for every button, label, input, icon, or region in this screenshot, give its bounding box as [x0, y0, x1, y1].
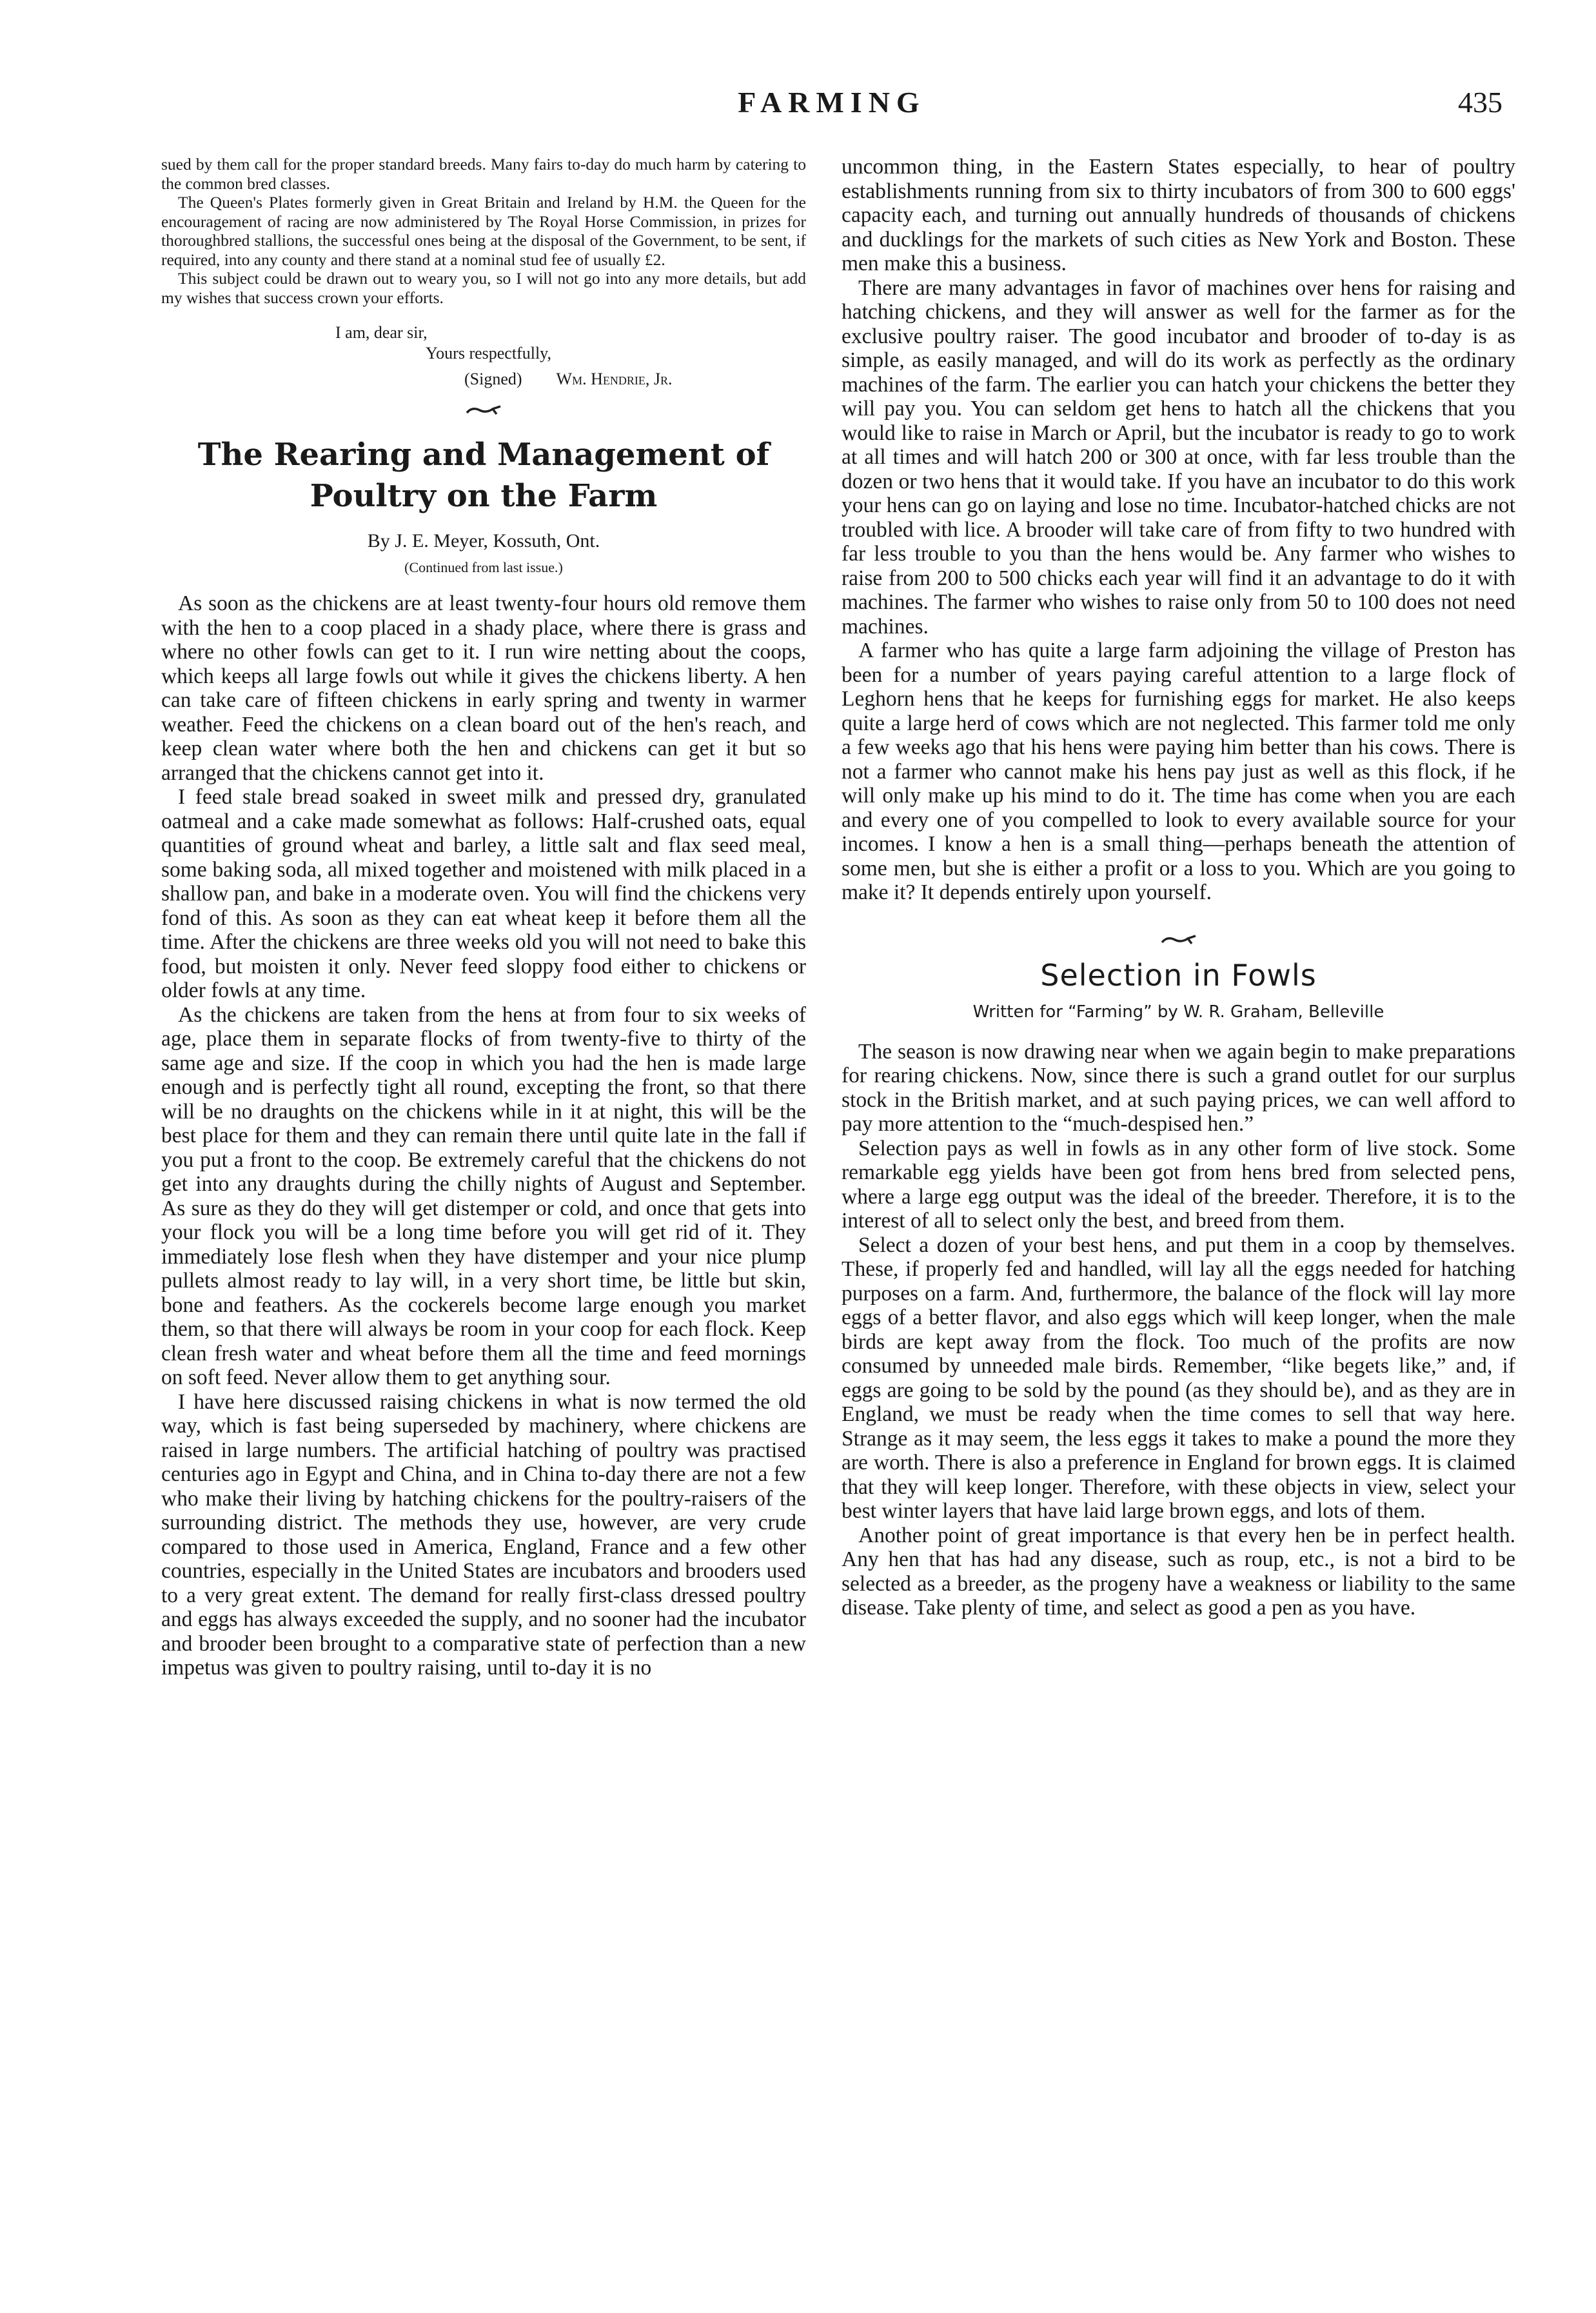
letter-closing: [161, 323, 806, 390]
article-paragraph: As soon as the chickens are at least twenty-four hours old remove them with the hen to a coop placed in a shady place, where there is grass and where no other fowls can get to it. I run wire netting about the coops, which keeps all large fowls out while it gives the chickens liberty. A hen can take care of fifteen chickens in early spring and twenty in warmer weather. Feed the chickens on a clean board out of the hen's reach, and keep clean water where both the hen and chickens can get it but so arranged that the chickens cannot get into it.: [161, 591, 806, 785]
article-paragraph: Select a dozen of your best hens, and put them in a coop by themselves. These, if properly fed and handled, will lay all the eggs needed for hatching purposes on a farm. And, furthermore, the balance of the flock will lay more eggs of a better flavor, and also eggs which will keep longer, when the male birds are kept away from the flock. Too much of the profits are now consumed by unneeded male birds. Remember, “like begets like,” and, if eggs are going to be sold by the pound (as they should be), and as they are in England, we must be ready when the time comes to sell that way here. Strange as it may seem, the less eggs it takes to make a pound the more they are worth. There is also a preference in England for brown eggs. It is claimed that they will keep longer. Therefore, with these objects in view, select your best winter layers that have laid large brown eggs, and lots of them.: [842, 1233, 1515, 1523]
article-title: The Rearing and Management of Poultry on the Farm: [197, 437, 770, 514]
article-byline: Written for “Farming” by W. R. Graham, Belleville: [972, 1002, 1384, 1022]
page-number: 435: [1458, 86, 1502, 119]
article-paragraph: Selection pays as well in fowls as in any other form of live stock. Some remarkable egg yields have been got from hens bred from selected pens, where a large egg output was the ideal of the breeder. Therefore, it is to the interest of all to select only the best, and breed from them.: [842, 1136, 1515, 1233]
running-title: FARMING: [738, 86, 926, 119]
ornament-icon: [464, 404, 503, 418]
closing-salutation: I am, dear sir,: [335, 323, 428, 342]
letter-paragraph: sued by them call for the proper standard breeds. Many fairs to-day do much harm by catering to the common bred classes.: [161, 155, 806, 193]
signed-label: (Signed): [464, 370, 522, 388]
closing-phrase: Yours respectfully,: [426, 344, 551, 362]
article-paragraph: As the chickens are taken from the hens at from four to six weeks of age, place them in separate flocks of from twenty-five to thirty of the same age and size. If the coop in which you had the hen is made large enough and is perfectly tight all round, excepting the front, so that there will be no draughts on the chickens while in it at night, this will be the best place for them and they can remain there until quite late in the fall if you put a front to the coop. Be extremely careful that the chickens do not get into any draughts during the chilly nights of August and September. As sure as they do they will get distemper or cold, and once that gets into your flock you will be a long time before you will get rid of it. They immediately lose flesh when they have distemper and your nice plump pullets almost ready to lay will, in a very short time, be little but skin, bone and feathers. As the cockerels become large enough you market them, so that there will always be room in your coop for each flock. Keep clean fresh water and wheat before them all the time and feed mornings on soft feed. Never allow them to get anything sour.: [161, 1002, 806, 1389]
continued-note: (Continued from last issue.): [404, 559, 563, 575]
letter-paragraph: The Queen's Plates formerly given in Great Britain and Ireland by H.M. the Queen for the encouragement of racing are now administered by The Royal Horse Commission, in prizes for thoroughbred stallions, the successful ones being at the disposal of the Government, to be sent, if required, into any county and there stand at a nominal stud fee of usually £2.: [161, 193, 806, 269]
ornament-divider: [161, 404, 806, 421]
ornament-icon: [1159, 933, 1198, 948]
article-title: Selection in Fowls: [1040, 957, 1317, 993]
article-byline: By J. E. Meyer, Kossuth, Ont.: [367, 530, 600, 551]
letter-paragraph: This subject could be drawn out to weary you, so I will not go into any more details, but add my wishes that success crown your efforts.: [161, 269, 806, 307]
article-paragraph: There are many advantages in favor of machines over hens for raising and hatching chickens, and they will answer as well for the farmer as for the exclusive poultry raiser. The good incubator and brooder of to-day is as simple, as easily managed, and will do its work as perfectly as the ordinary machines of the farm. The earlier you can hatch your chickens the better they will pay you. You can seldom get hens to hatch all the chickens that you would like to raise in March or April, but the incubator is ready to go to work at all times and will hatch 200 or 300 at once, with far less trouble than the dozen or two hens that it would take. If you have an incubator to do this work your hens can go on laying and lose no time. Incubator-hatched chicks are not troubled with lice. A brooder will take care of from fifty to two hundred with far less trouble to you than the hens would be. Any farmer who wishes to raise from 200 to 500 chicks each year will find it an advantage to do it with machines. The farmer who wishes to raise only from 50 to 100 does not need machines.: [842, 275, 1515, 639]
running-head: [161, 85, 1502, 124]
article-paragraph: I feed stale bread soaked in sweet milk and pressed dry, granulated oatmeal and a cake made somewhat as follows: Half-crushed oats, equal quantities of ground wheat and barley, a little salt and flax seed meal, some baking soda, all mixed together and moistened with milk placed in a shallow pan, and bake in a moderate oven. You will find the chickens very fond of this. As soon as they can eat wheat keep it before them all the time. After the chickens are three weeks old you will not need to bake this food, but moisten it only. Never feed sloppy food either to chickens or older fowls at any time.: [161, 785, 806, 1002]
right-column: [842, 155, 1515, 1620]
left-column: [161, 155, 806, 1680]
article-paragraph: I have here discussed raising chickens in what is now termed the old way, which is fast being superseded by machinery, where chickens are raised in large numbers. The artificial hatching of poultry was practised centuries ago in Egypt and China, and in China to-day there are not a few who make their living by hatching chickens for the poultry-raisers of the surrounding district. The methods they use, however, are very crude compared to those used in America, England, France and a few other countries, especially in the United States are incubators and brooders used to a very great extent. The demand for really first-class dressed poultry and eggs has always exceeded the supply, and no sooner had the incubator and brooder been brought to a comparative state of perfection than a new impetus was given to poultry raising, until to-day it is no: [161, 1389, 806, 1680]
article-paragraph: uncommon thing, in the Eastern States especially, to hear of poultry establishments running from six to thirty incubators of from 300 to 600 eggs' capacity each, and turning out annually hundreds of thousands of chickens and ducklings for the markets of such cities as New York and Boston. These men make this a business.: [842, 155, 1515, 275]
article-paragraph: The season is now drawing near when we again begin to make preparations for rearing chickens. Now, since there is such a grand outlet for our surplus stock in the British market, and at such paying prices, we can well afford to pay more attention to the “much-despised hen.”: [842, 1039, 1515, 1136]
signature-name: Wm. Hendrie, Jr.: [556, 370, 673, 388]
signature-line: [161, 369, 806, 390]
article-paragraph: Another point of great importance is that every hen be in perfect health. Any hen that has had any disease, such as roup, etc., is not a bird to be selected as a breeder, as the progeny have a weakness or liability to the same disease. Take plenty of time, and select as good a pen as you have.: [842, 1523, 1515, 1620]
article-paragraph: A farmer who has quite a large farm adjoining the village of Preston has been for a number of years paying careful attention to a large flock of Leghorn hens that he keeps for furnishing eggs for market. He also keeps quite a large herd of cows which are not neglected. This farmer told me only a few weeks ago that his hens were paying him better than his cows. There is not a farmer who cannot make his hens pay just as well as this flock, if he will only make up his mind to do it. The time has come when you are each and every one of you compelled to look to every available source for your incomes. I know a hen is a small thing—perhaps beneath the attention of some men, but she is either a profit or a loss to you. Which are you going to make it? It depends entirely upon yourself.: [842, 639, 1515, 904]
ornament-divider: [842, 933, 1515, 951]
